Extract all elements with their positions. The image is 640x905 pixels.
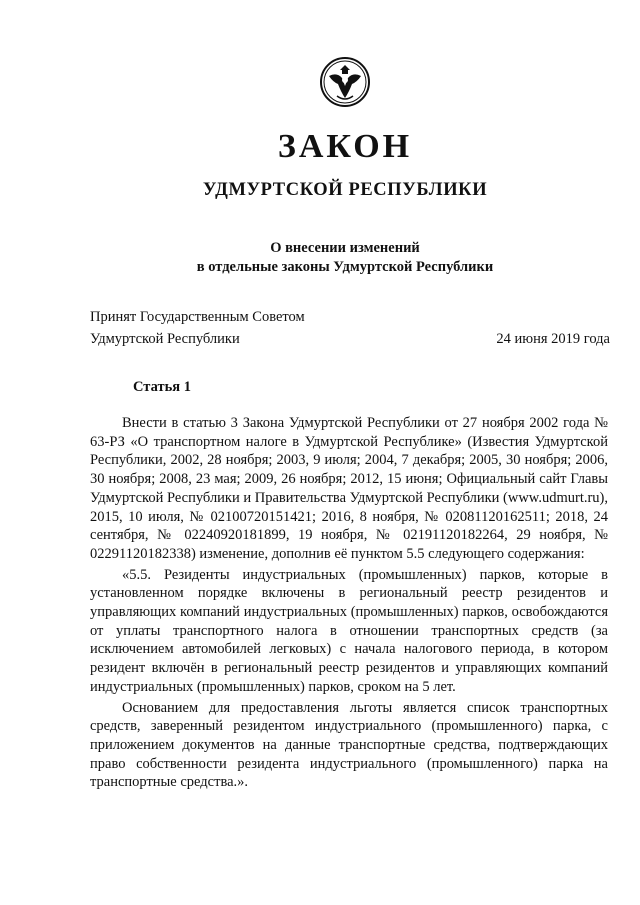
article-paragraph-3: Основанием для предоставления льготы является список транспортных средств, заверенный резидентом индустриального (промышленного) парка, с приложением документов на данные транспортные средства, подтверждающих право собственности резидента индустриального (промышленного) парка на транспортные средства.». bbox=[90, 699, 608, 791]
adoption-line-2: Удмуртской Республики bbox=[90, 331, 240, 347]
article-body bbox=[90, 414, 608, 794]
law-subtitle-line-2: в отдельные законы Удмуртской Республики bbox=[196, 259, 494, 275]
article-paragraph-1: Внести в статью 3 Закона Удмуртской Республики от 27 ноября 2002 года № 63-РЗ «О транспортном налоге в Удмуртской Республике» (Известия Удмуртской Республики, 2002, 28 ноября; 2003, 9 июля; 2004, 7 декабря; 2005, 30 ноября; 2006, 30 ноября; 2008, 23 мая; 2009, 26 ноября; 2012, 15 июня; Официальный сайт Главы Удмуртской Республики и Правительства Удмуртской Республики (www.udmurt.ru), 2015, 10 июля, № 02100720151421; 2016, 8 ноября, № 02081120162511; 2018, 24 сентября, № 02240920181899, 19 ноября, № 02191120182264, 29 ноября, № 02291120182338) изменение, дополнив её пунктом 5.5 следующего содержания: bbox=[90, 415, 608, 562]
law-title: ЗАКОН bbox=[277, 128, 413, 165]
coat-of-arms-icon bbox=[319, 56, 371, 108]
article-paragraph-2: «5.5. Резиденты индустриальных (промышленных) парков, которые в установленном порядке включены в региональный реестр резидентов и управляющих компаний индустриальных (промышленных) парков, освобождаются от уплаты транспортного налога в отношении транспортных средств (за исключением автомобилей легковых) с начала налогового периода, в котором резидент включён в региональный реестр резидентов и управляющих компаний индустриальных (промышленных) парков, сроком на 5 лет. bbox=[90, 566, 608, 695]
article-title: Статья 1 bbox=[133, 379, 191, 395]
adoption-date: 24 июня 2019 года bbox=[496, 331, 610, 347]
law-subtitle-line-1: О внесении изменений bbox=[270, 240, 420, 256]
republic-name: УДМУРТСКОЙ РЕСПУБЛИКИ bbox=[202, 180, 488, 200]
adoption-line-1: Принят Государственным Советом bbox=[90, 309, 305, 325]
